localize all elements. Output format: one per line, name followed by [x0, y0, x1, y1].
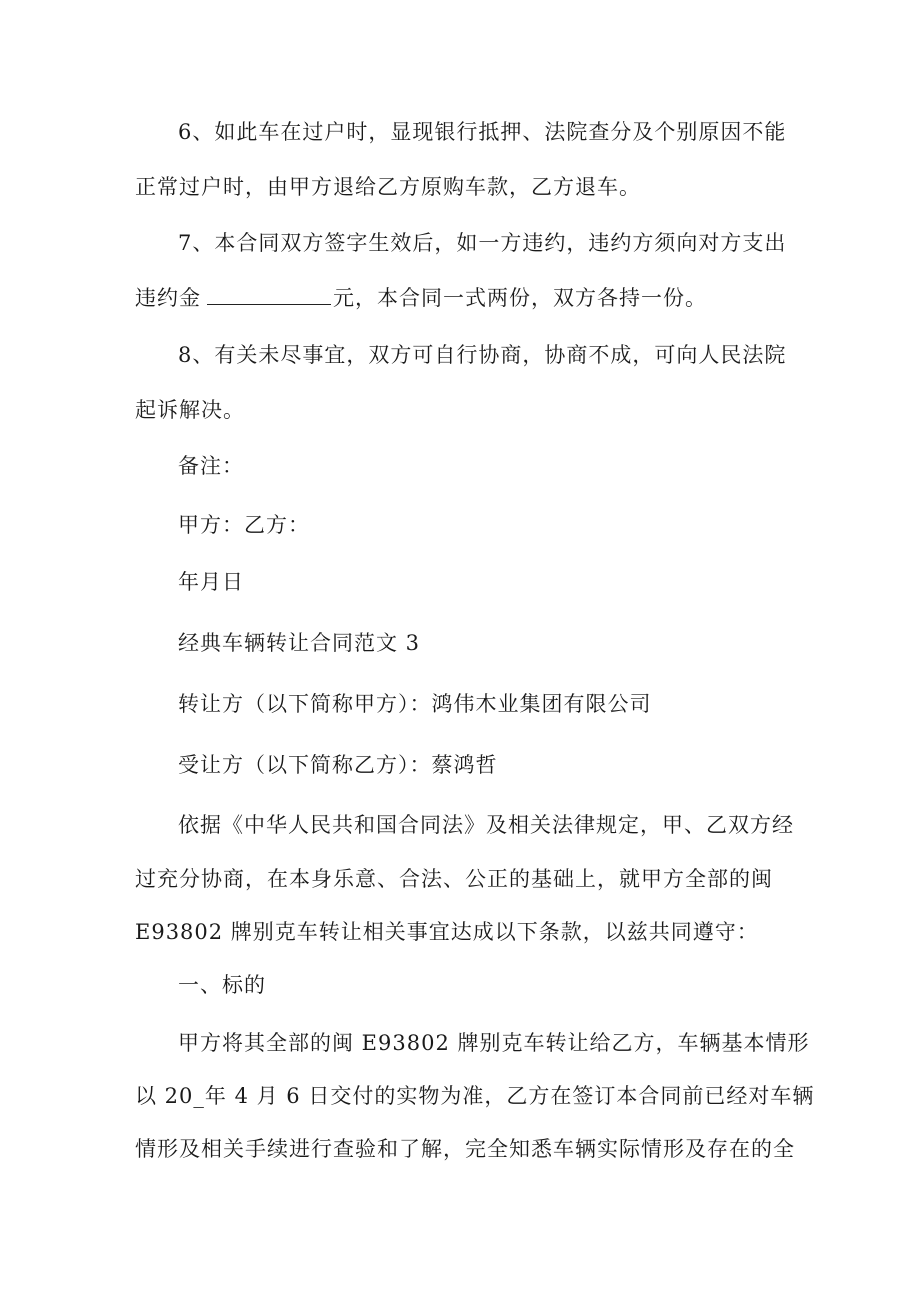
transferee-line: 受让方（以下简称乙方）：蔡鸿哲 — [178, 753, 498, 777]
penalty-label: 违约金 — [135, 286, 201, 310]
clause-8-line-2: 起诉解决。 — [135, 398, 245, 422]
preamble-line-1: 依据《中华人民共和国合同法》及相关法律规定，甲、乙双方经 — [178, 813, 794, 837]
transferor-line: 转让方（以下简称甲方）：鸿伟木业集团有限公司 — [178, 692, 652, 716]
subject-line-3: 情形及相关手续进行查验和了解，完全知悉车辆实际情形及存在的全 — [135, 1137, 795, 1161]
penalty-amount-blank — [207, 284, 331, 305]
preamble-line-2: 过充分协商，在本身乐意、合法、公正的基础上，就甲方全部的闽 — [135, 867, 773, 891]
penalty-suffix: 元，本合同一式两份，双方各持一份。 — [333, 286, 707, 310]
clause-6-line-2: 正常过户时，由甲方退给乙方原购车款，乙方退车。 — [135, 175, 641, 199]
subject-heading: 一、标的 — [178, 973, 266, 997]
clause-7-line-2 — [135, 283, 707, 313]
section-title: 经典车辆转让合同范文 3 — [178, 631, 421, 655]
preamble-line-3: E93802 牌别克车转让相关事宜达成以下条款，以兹共同遵守： — [135, 920, 759, 944]
signature-date: 年月日 — [178, 570, 244, 594]
clause-8-line-1: 8、有关未尽事宜，双方可自行协商，协商不成，可向人民法院 — [178, 343, 787, 367]
subject-line-2: 以 20_年 4 月 6 日交付的实物为准，乙方在签订本合同前已经对车辆 — [135, 1084, 815, 1108]
clause-7-line-1: 7、本合同双方签字生效后，如一方违约，违约方须向对方支出 — [178, 231, 787, 255]
subject-line-1: 甲方将其全部的闽 E93802 牌别克车转让给乙方，车辆基本情形 — [178, 1031, 810, 1055]
remarks-label: 备注： — [178, 454, 244, 478]
clause-6-line-1: 6、如此车在过户时，显现银行抵押、法院查分及个别原因不能 — [178, 120, 787, 144]
signature-parties: 甲方：乙方： — [178, 513, 310, 537]
